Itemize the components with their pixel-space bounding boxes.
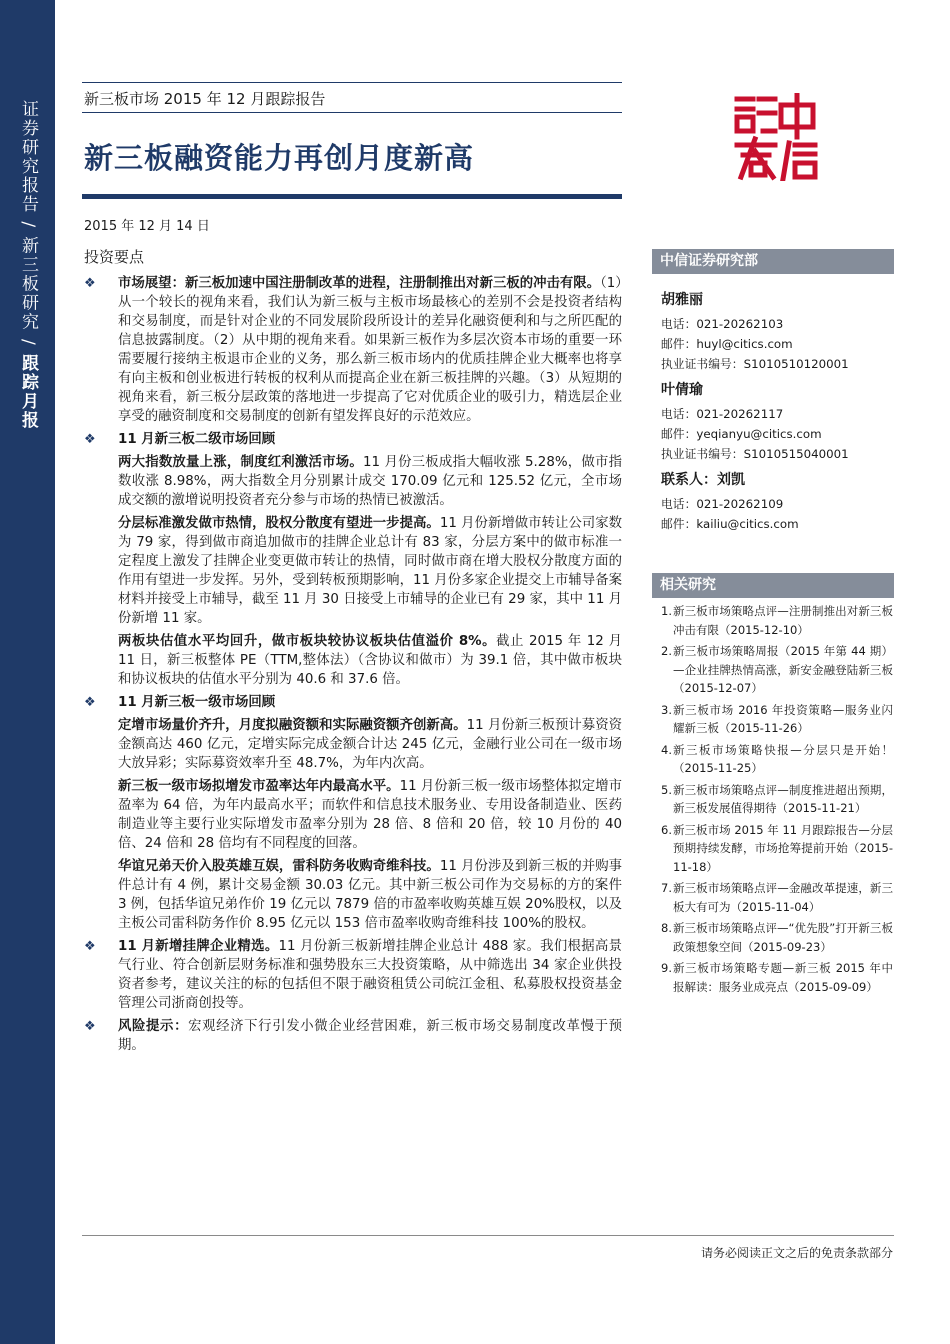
highlight-title: 11 月新三板一级市场回顾: [118, 695, 276, 710]
footer-rule: [82, 1235, 894, 1236]
investment-highlights: [84, 274, 622, 1059]
subpoint-body: 11 月份涉及到新三板的并购事件总计有 4 例，累计交易金额 30.03 亿元。其中新三板公司作为交易标的方的案件 3 例，包括华谊兄弟作价 19 亿元以 7879 倍的市盈率收购英雄互娱 20%股权，以及主板公司雷科防务作价 8.95 亿元以 153 倍市盈率收购奇维科技 100%的股权。: [118, 859, 623, 931]
related-item-text: 新三板市场策略快报—分层只是开始！（2015-11-25）: [673, 742, 893, 775]
subpoint-body: 11 月份新三板预计募资资金额高达 460 亿元，定增实际完成金额合计达 245 亿元，金融行业公司在一级市场大放异彩；实际募资效率升至 48.7%，为年内次高。: [118, 718, 623, 771]
related-item-number: 1.: [661, 604, 672, 618]
department-label: 中信证券研究部: [652, 249, 894, 274]
related-item[interactable]: [661, 959, 893, 996]
analyst-name: 叶倩瑜: [661, 382, 703, 398]
related-item-number: 7.: [661, 881, 672, 895]
related-item-number: 5.: [661, 782, 672, 797]
analyst-email[interactable]: 邮件：yeqianyu@citics.com: [661, 427, 822, 441]
related-item-text: 新三板市场策略点评—注册制推出对新三板冲击有限（2015-12-10）: [673, 604, 893, 637]
sidebar-band: [0, 0, 55, 1344]
related-item-text: 新三板市场 2016 年投资策略—服务业闪耀新三板（2015-11-26）: [673, 702, 893, 735]
analyst-contacts: [661, 290, 893, 534]
sidebar-part-monthly-report: 跟踪月报: [18, 354, 38, 431]
subpoint-title: 新三板一级市场拟增发市盈率达年内最高水平。: [118, 779, 400, 794]
related-item[interactable]: [661, 821, 893, 877]
highlight-title: 11 月新增挂牌企业精选。: [118, 939, 279, 954]
related-item-number: 4.: [661, 742, 672, 757]
related-research-list: [661, 602, 893, 999]
highlight-risk-warning: [84, 1017, 622, 1055]
related-item-text: 新三板市场 2015 年 11 月跟踪报告—分层预期持续发酵，市场抢筹提前开始（2015-11-18）: [673, 822, 893, 874]
highlight-body: 宏观经济下行引发小微企业经营困难，新三板市场交易制度改革慢于预期。: [118, 1019, 623, 1053]
sidebar-separator: /: [18, 331, 38, 355]
analyst-phone: 电话：021-20262103: [661, 317, 784, 331]
liaison-card: [661, 470, 893, 534]
analyst-license: 执业证书编号：S1010510120001: [661, 357, 849, 371]
subpoint-issuance-pe: [84, 777, 622, 853]
highlight-title: 市场展望：新三板加速中国注册制改革的进程，注册制推出对新三板的冲击有限。: [118, 276, 601, 291]
sidebar-part-neeq-research: 新三板研究: [18, 236, 38, 332]
citic-securities-logo: [733, 93, 819, 181]
section-heading: 投资要点: [84, 248, 145, 266]
subpoint-market-making: [84, 514, 622, 628]
highlight-title: 风险提示：: [118, 1019, 189, 1034]
subpoint-valuation: [84, 632, 622, 689]
subpoint-index-rise: [84, 453, 622, 510]
related-item-number: 8.: [661, 921, 672, 935]
highlight-body: （1）从一个较长的视角来看，我们认为新三板与主板市场最核心的差别不会是投资者结构和交易制度，而是针对企业的不同发展阶段所设计的差异化融资便利和与之所匹配的信息披露制度。（2）从中期的视角来看。如果新三板作为多层次资本市场的重要一环需要履行接纳主板退市企业的义务，那么新三板市场内的优质挂牌企业大概率也将享有向主板和创业板进行转板的权利从而提高企业在新三板挂牌的兴趣。（3）从短期的视角来看，新三板分层政策的落地进一步提高了它对优质企业的吸引力，精选层企业享受的融资制度和交易制度的创新有望发挥良好的示范效应。: [118, 276, 622, 424]
related-item[interactable]: [661, 879, 893, 916]
diamond-bullet-icon: ❖: [84, 276, 96, 291]
highlight-title: 11 月新三板二级市场回顾: [118, 432, 276, 447]
sidebar-category: [6, 100, 50, 430]
highlight-secondary-market: [84, 430, 622, 449]
related-item[interactable]: [661, 642, 893, 698]
subpoint-mergers: [84, 857, 622, 933]
analyst-license: 执业证书编号：S1010515040001: [661, 447, 849, 461]
report-series-line: 新三板市场 2015 年 12 月跟踪报告: [84, 90, 326, 108]
highlight-body: 11 月份新三板新增挂牌企业总计 488 家。我们根据高景气行业、符合创新层财务标准和强势股东三大投资策略，从中筛选出 34 家企业供投资者参考，建议关注的标的包括但不限于融资租赁公司皖江金租、私募股权投资基金管理公司浙商创投等。: [118, 939, 622, 1011]
related-item-number: 6.: [661, 822, 672, 837]
diamond-bullet-icon: ❖: [84, 939, 96, 954]
related-item[interactable]: [661, 919, 893, 956]
related-item-text: 新三板市场策略点评—“优先股”打开新三板政策想象空间（2015-09-23）: [673, 921, 893, 954]
sidebar-part-research-report: 证券研究报告: [18, 100, 38, 214]
page-title: 新三板融资能力再创月度新高: [84, 141, 475, 175]
diamond-bullet-icon: ❖: [84, 1019, 96, 1034]
liaison-name: 联系人：刘凯: [661, 472, 745, 488]
subpoint-title: 两板块估值水平均回升，做市板块较协议板块估值溢价 8%。: [118, 634, 497, 649]
subpoint-title: 分层标准激发做市热情，股权分散度有望进一步提高。: [118, 516, 440, 531]
disclaimer-notice: 请务必阅读正文之后的免责条款部分: [700, 1246, 893, 1260]
related-item[interactable]: [661, 781, 893, 818]
subpoint-title: 华谊兄弟天价入股英雄互娱，雷科防务收购奇维科技。: [118, 859, 440, 874]
related-research-label: 相关研究: [652, 573, 894, 598]
header-rule-top: [82, 82, 622, 83]
related-item-text: 新三板市场策略专题—新三板 2015 年中报解读：服务业成亮点（2015-09-09）: [673, 961, 893, 994]
subpoint-title: 定增市场量价齐升，月度拟融资额和实际融资额齐创新高。: [118, 718, 467, 733]
diamond-bullet-icon: ❖: [84, 432, 96, 447]
related-item-number: 3.: [661, 702, 672, 717]
related-item-text: 新三板市场策略点评—制度推进超出预期，新三板发展值得期待（2015-11-21）: [673, 782, 893, 815]
diamond-bullet-icon: ❖: [84, 695, 96, 710]
related-item[interactable]: [661, 602, 893, 639]
related-item[interactable]: [661, 701, 893, 738]
report-date: 2015 年 12 月 14 日: [84, 219, 210, 234]
subpoint-private-placement: [84, 716, 622, 773]
analyst-phone: 电话：021-20262117: [661, 407, 784, 421]
related-item-text: 新三板市场策略周报（2015 年第 44 期）—企业挂牌热情高涨，新安金融登陆新三板（2015-12-07）: [673, 644, 893, 695]
related-item-number: 2.: [661, 644, 672, 658]
subpoint-title: 两大指数放量上涨，制度红利激活市场。: [118, 455, 363, 470]
analyst-card: [661, 380, 893, 464]
liaison-phone: 电话：021-20262109: [661, 497, 784, 511]
analyst-email[interactable]: 邮件：huyl@citics.com: [661, 337, 793, 351]
related-item[interactable]: [661, 741, 893, 778]
related-item-text: 新三板市场策略点评—金融改革提速，新三板大有可为（2015-11-04）: [673, 881, 893, 914]
analyst-name: 胡雅丽: [661, 292, 703, 308]
liaison-email[interactable]: 邮件：kailiu@citics.com: [661, 517, 799, 531]
header-rule-thick: [82, 194, 622, 199]
related-item-number: 9.: [661, 961, 672, 975]
highlight-market-outlook: [84, 274, 622, 426]
logo-mark-icon: [733, 93, 819, 181]
analyst-card: [661, 290, 893, 374]
header-rule-mid: [82, 112, 622, 113]
sidebar-separator: /: [18, 214, 38, 237]
highlight-new-listings: [84, 937, 622, 1013]
subpoint-body: 11 月份新三板一级市场整体拟定增市盈率为 64 倍，为年内最高水平；而软件和信息技术服务业、专用设备制造业、医药制造业等主要行业实际增发市盈率分别为 28 倍、8 倍和 20 倍，较 10 月份的 40 倍、24 倍和 28 倍均有不同程度的回落。: [118, 779, 622, 851]
subpoint-body: 11 月份新增做市转让公司家数为 79 家，得到做市商追加做市的挂牌企业总计有 83 家，分层方案中的做市标准一定程度上激发了挂牌企业变更做市转让的热情，同时做市商在增大股权分散度方面的作用有望进一步发挥。另外，受到转板预期影响，11 月份多家企业提交上市辅导备案材料并接受上市辅导，截至 11 月 30 日接受上市辅导的企业已有 29 家，其中 11 月份新增 11 家。: [118, 516, 623, 626]
subpoint-body: 截止 2015 年 12 月 11 日，新三板整体 PE（TTM,整体法）（含协议和做市）为 39.1 倍，其中做市板块和协议板块的估值水平分别为 40.6 和 37.6 倍。: [118, 634, 622, 687]
subpoint-body: 11 月份三板成指大幅收涨 5.28%，做市指数收涨 8.98%，两大指数全月分别累计成交 170.09 亿元和 125.52 亿元，全市场成交额的激增说明投资者充分参与市场的热情已被激活。: [118, 455, 622, 508]
highlight-primary-market: [84, 693, 622, 712]
